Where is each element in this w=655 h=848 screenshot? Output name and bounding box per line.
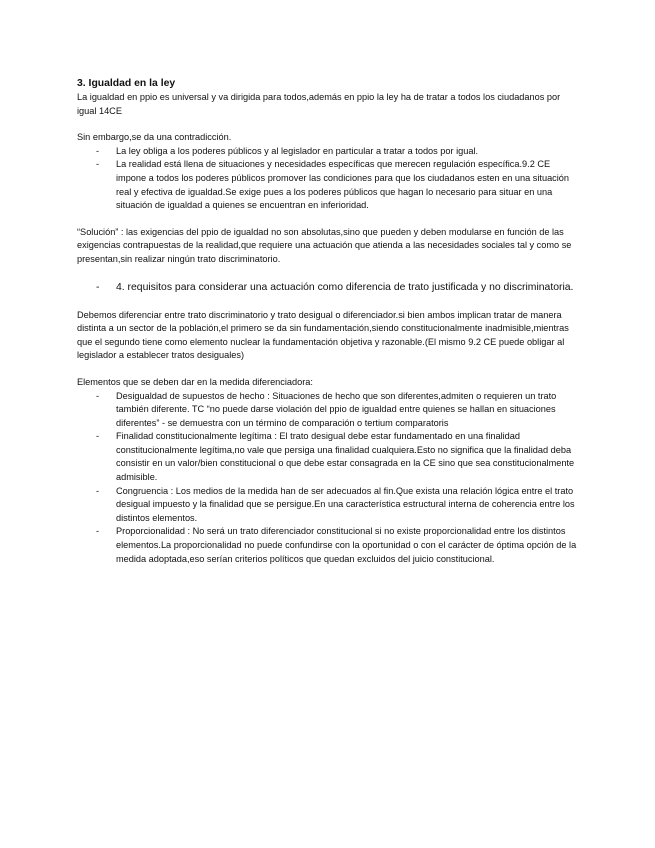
section-4-heading: - 4. requisitos para considerar una actuación como diferencia de trato justificada y no discriminatoria. [77,281,577,295]
solution-paragraph: “Solución” : las exigencias del ppio de igualdad no son absolutas,sino que pueden y deben modularse en función de las exigencias contrapuestas de la realidad,que requiere una actuación que atienda a las necesidades sociales tal y como se presentan,sin realizar ningún trato discriminatorio. [77,226,572,264]
section-4-intro: Debemos diferenciar entre trato discriminatorio y trato desigual o diferenciador.si bien ambos implican tratar de manera distinta a un sector de la población,el primero se da sin fundamentación,siendo constitucionalmente inadmisible,mientras que el segundo tiene como elemento nuclear la fundamentación objetiva y razonable.(El mismo 9.2 CE puede obligar al legislador a establecer tratos desiguales) [77,309,569,361]
spacer [77,118,577,131]
spacer [77,267,577,281]
spacer [77,213,577,226]
section-3-intro: La igualdad en ppio es universal y va dirigida para todos,además en ppio la ley ha de tratar a todos los ciudadanos por igual 14CE [77,92,561,116]
contradiction-list [77,145,577,213]
list-item: - Finalidad constitucionalmente legítima : El trato desigual debe estar fundamentado en una finalidad constitucionalmente legítima,no vale que persiga una finalidad cualquiera.Esto no significa que la finalidad deba consistir en un valor/bien constitucional o que debe estar consagrada en la CE sino que sea constitucionalmente admisible. [77,430,577,484]
elements-list [77,390,577,567]
list-item: - La realidad está llena de situaciones y necesidades específicas que merecen regulación específica.9.2 CE impone a todos los poderes públicos promover las condiciones para que los ciudadanos esten en una situación real y efectiva de igualdad.Se exige pues a los poderes públicos que hagan lo necesario para situar en una situación de igualdad a quienes se encuentran en inferioridad. [77,158,577,212]
elements-lead: Elementos que se deben dar en la medida diferenciadora: [77,376,313,387]
section-3-heading: 3. Igualdad en la ley [77,78,176,89]
contradiction-lead: Sin embargo,se da una contradicción. [77,132,232,143]
list-item: - Proporcionalidad : No será un trato diferenciador constitucional si no existe proporcionalidad entre los distintos elementos.La proporcionalidad no puede confundirse con la oportunidad o con el carácter de óptima opción de la medida adoptada,eso serían criterios políticos que quedan excluidos del juicio constitucional. [77,525,577,566]
list-item: - Congruencia : Los medios de la medida han de ser adecuados al fin.Que exista una relación lógica entre el trato desigual impuesto y la finalidad que se persigue.En una característica estructural interna de coherencia entre los distintos elementos. [77,485,577,526]
spacer [77,295,577,309]
list-item: - Desigualdad de supuestos de hecho : Situaciones de hecho que son diferentes,admiten o requieren un trato también diferente. TC “no puede darse violación del ppio de igualdad entre quienes se hallan en situaciones diferentes” - se demuestra con un término de comparación o tertium comparatoris [77,390,577,431]
list-item: - La ley obliga a los poderes públicos y al legislador en particular a tratar a todos por igual. [77,145,577,159]
document-page [77,77,577,566]
spacer [77,363,577,376]
section-4-heading-list [77,281,577,295]
